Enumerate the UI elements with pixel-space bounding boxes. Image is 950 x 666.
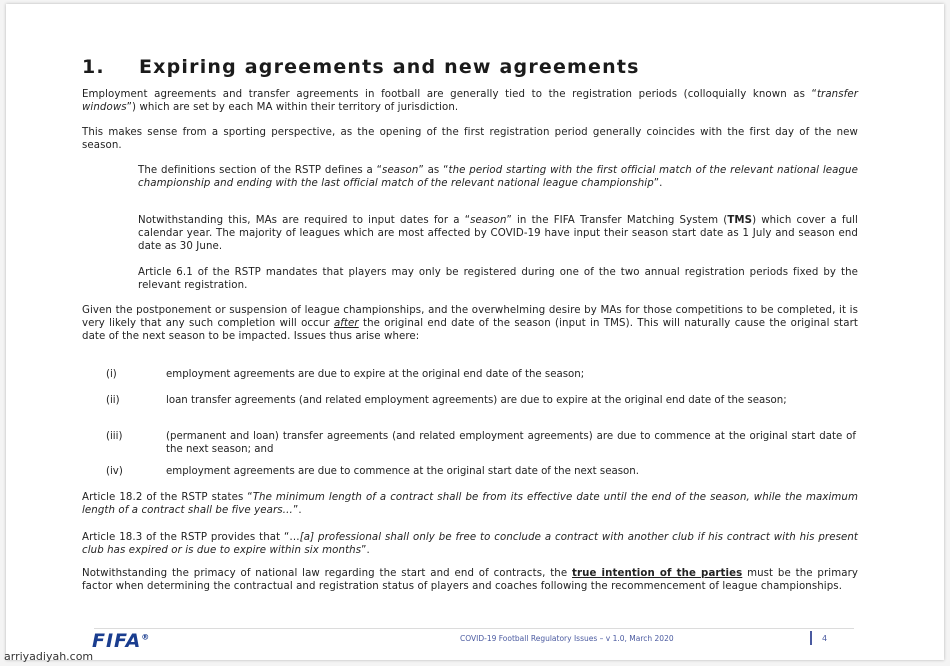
quote-text: ) which cover a full calendar year. The majority of leagues which are most affected by COVID-19 have input their season start date as 1 July and season end date as 30 June.	[138, 215, 858, 252]
list-item-marker: (ii)	[106, 395, 120, 406]
paragraph-underline-bold: true intention of the parties	[572, 568, 743, 579]
list-item-marker: (iii)	[106, 431, 123, 442]
quote-text: ” in the FIFA Transfer Matching System (	[506, 215, 728, 226]
paragraph-text: the original end date of the season (input in TMS). This will naturally cause the original start date of the next season to be impacted. Issues thus arise where:	[82, 318, 858, 342]
quote-emphasis: season	[470, 215, 507, 226]
paragraph-text: Employment agreements and transfer agreements in football are generally tied to the registration periods (colloquially known as “	[82, 89, 817, 100]
quote-text: Notwithstanding this, MAs are required to input dates for a “	[138, 215, 471, 226]
quote-text: ”.	[653, 178, 663, 189]
footer-separator	[810, 631, 812, 645]
paragraph-article-18-3	[82, 531, 858, 557]
section-heading	[82, 56, 640, 78]
paragraph-text: ”.	[361, 545, 370, 556]
footer-divider	[94, 628, 854, 629]
list-item-text: employment agreements are due to expire at the original end date of the season;	[166, 369, 585, 380]
paragraph-postponement	[82, 304, 858, 343]
quote-emphasis: season	[382, 165, 419, 176]
paragraph-emphasis: transfer windows	[82, 89, 858, 113]
list-item-text: employment agreements are due to commence at the original start date of the next season.	[166, 466, 639, 477]
quote-text: The definitions section of the RSTP defines a “	[138, 165, 383, 176]
quote-article-6-1: Article 6.1 of the RSTP mandates that players may only be registered during one of the two annual registration periods fixed by the relevant registration.	[138, 267, 858, 291]
fifa-logo-text: FIFA	[92, 630, 142, 652]
paragraph-text: Given the postponement or suspension of league championships, and the overwhelming desire by MAs for those competitions to be completed, it is very likely that any such completion will occur	[82, 305, 858, 329]
paragraph-registration-periods	[82, 88, 858, 114]
paragraph-text: ”.	[292, 505, 302, 516]
page-number: 4	[822, 634, 828, 643]
list-item-marker: (i)	[106, 369, 117, 380]
quote-tms-dates	[138, 214, 858, 253]
paragraph-text: Article 18.3 of the RSTP provides that “…	[82, 532, 300, 543]
footer-document-title: COVID-19 Football Regulatory Issues – v 1.0, March 2020	[460, 634, 674, 643]
paragraph-emphasis: [a] professional shall only be free to conclude a contract with another club if his contract with his present club has expired or is due to expire within six months	[82, 532, 858, 556]
paragraph-text: Notwithstanding the primacy of national law regarding the start and end of contracts, the	[82, 568, 573, 579]
paragraph-text: Article 18.2 of the RSTP states “	[82, 492, 253, 503]
quote-bold: TMS	[727, 215, 753, 226]
paragraph-emphasis: The minimum length of a contract shall be from its effective date until the end of the season, while the maximum length of a contract shall be five years…	[82, 492, 858, 516]
quote-emphasis: the period starting with the first official match of the relevant national league championship and ending with the last official match of the relevant national league championship	[138, 165, 858, 189]
section-title: Expiring agreements and new agreements	[139, 56, 640, 78]
paragraph-underline: after	[333, 318, 359, 329]
paragraph-article-18-2	[82, 491, 858, 517]
section-number: 1.	[82, 56, 105, 78]
document-page	[6, 4, 944, 660]
registered-mark: ®	[141, 632, 151, 642]
paragraph-text: ”) which are set by each MA within their territory of jurisdiction.	[126, 102, 459, 113]
list-item-text: loan transfer agreements (and related employment agreements) are due to expire at the original end date of the season;	[166, 395, 787, 406]
list-item-marker: (iv)	[106, 466, 123, 477]
source-watermark: arriyadiyah.com	[4, 650, 94, 663]
list-item-text: (permanent and loan) transfer agreements (and related employment agreements) are due to commence at the original start date of the next season; and	[166, 431, 856, 455]
paragraph-true-intention	[82, 567, 858, 593]
fifa-logo	[92, 630, 150, 652]
quote-text: ” as “	[418, 165, 449, 176]
quote-season-definition	[138, 164, 858, 190]
paragraph-text: must be the primary factor when determining the contractual and registration status of players and coaches following the recommencement of league championships.	[82, 568, 858, 592]
paragraph-sporting-perspective: This makes sense from a sporting perspective, as the opening of the first registration period generally coincides with the first day of the new season.	[82, 127, 858, 151]
